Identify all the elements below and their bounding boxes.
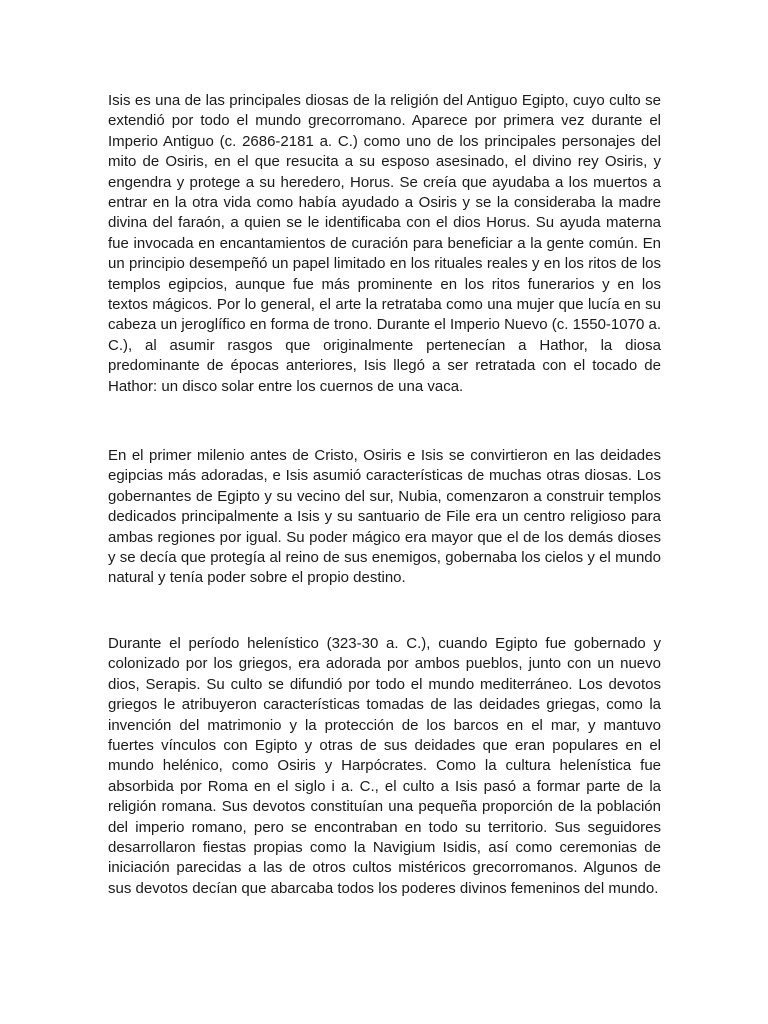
paragraph-2: En el primer milenio antes de Cristo, Osiris e Isis se convirtieron en las deidades egipcias más adoradas, e Isis asumió características de muchas otras diosas. Los gobernantes de Egipto y su vecino del sur, Nubia, comenzaron a construir templos dedicados principalmente a Isis y su santuario de File era un centro religioso para ambas regiones por igual. Su poder mágico era mayor que el de los demás dioses y se decía que protegía al reino de sus enemigos, gobernaba los cielos y el mundo natural y tenía poder sobre el propio destino. xyxy=(108,447,661,587)
paragraph-1: Isis es una de las principales diosas de la religión del Antiguo Egipto, cuyo culto se extendió por todo el mundo grecorromano. Aparece por primera vez durante el Imperio Antiguo (c. 2686-2181 a. C.) como uno de los principales personajes del mito de Osiris, en el que resucita a su esposo asesinado, el divino rey Osiris, y engendra y protege a su heredero, Horus. Se creía que ayudaba a los muertos a entrar en la otra vida como había ayudado a Osiris y se la consideraba la madre divina del faraón, a quien se le identificaba con el dios Horus. Su ayuda materna fue invocada en encantamientos de curación para beneficiar a la gente común. En un principio desempeñó un papel limitado en los rituales reales y en los ritos de los templos egipcios, aunque fue más prominente en los ritos funerarios y en los textos mágicos. Por lo general, el arte la retrataba como una mujer que lucía en su cabeza un jeroglífico en forma de trono. Durante el Imperio Nuevo (c. 1550-1070 a. C.), al asumir rasgos que originalmente pertenecían a Hathor, la diosa predominante de épocas anteriores, Isis llegó a ser retratada con el tocado de Hathor: un disco solar entre los cuernos de una vaca. xyxy=(108,92,661,395)
paragraph-3: Durante el período helenístico (323-30 a. C.), cuando Egipto fue gobernado y colonizado por los griegos, era adorada por ambos pueblos, junto con un nuevo dios, Serapis. Su culto se difundió por todo el mundo mediterráneo. Los devotos griegos le atribuyeron características tomadas de las deidades griegas, como la invención del matrimonio y la protección de los barcos en el mar, y mantuvo fuertes vínculos con Egipto y otras de sus deidades que eran populares en el mundo helénico, como Osiris y Harpócrates. Como la cultura helenística fue absorbida por Roma en el siglo i a. C., el culto a Isis pasó a formar parte de la religión romana. Sus devotos constituían una pequeña proporción de la población del imperio romano, pero se encontraban en todo su territorio. Sus seguidores desarrollaron fiestas propias como la Navigium Isidis, así como ceremonias de iniciación parecidas a las de otros cultos mistéricos grecorromanos. Algunos de sus devotos decían que abarcaba todos los poderes divinos femeninos del mundo. xyxy=(108,635,661,897)
